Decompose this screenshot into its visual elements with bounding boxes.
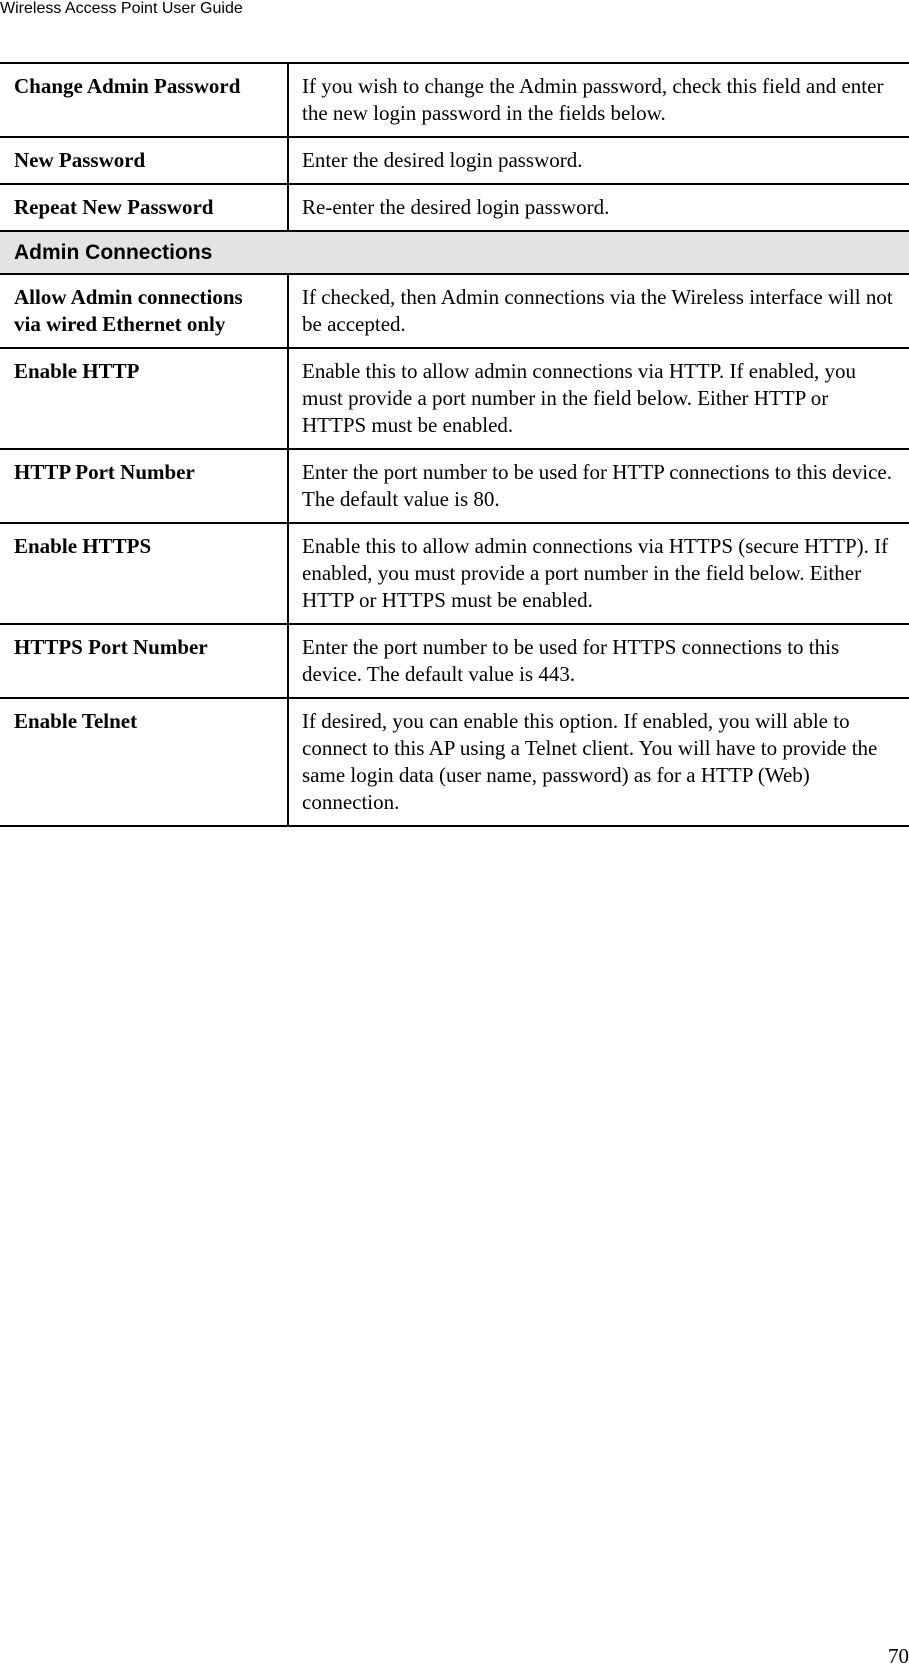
table-row [0, 523, 909, 624]
row-description: Enter the port number to be used for HTTPS connections to this device. The default value is 443. [288, 624, 909, 698]
table-row [0, 184, 909, 231]
row-description: If checked, then Admin connections via the Wireless interface will not be accepted. [288, 274, 909, 348]
row-description: If desired, you can enable this option. If enabled, you will able to connect to this AP using a Telnet client. You will have to provide the same login data (user name, password) as for a HTTP (Web) connection. [288, 698, 909, 826]
row-term: Allow Admin connections via wired Ethernet only [0, 274, 288, 348]
page-number: 70 [888, 1644, 909, 1668]
row-term: HTTP Port Number [0, 449, 288, 523]
row-term: Enable Telnet [0, 698, 288, 826]
row-term: HTTPS Port Number [0, 624, 288, 698]
row-term: Change Admin Password [0, 63, 288, 137]
settings-description-table [0, 62, 909, 827]
table-row [0, 624, 909, 698]
section-heading: Admin Connections [0, 231, 909, 274]
table-row [0, 698, 909, 826]
table-row [0, 63, 909, 137]
table-row [0, 449, 909, 523]
table-row [0, 348, 909, 449]
row-term: Enable HTTPS [0, 523, 288, 624]
row-description: Enable this to allow admin connections via HTTPS (secure HTTP). If enabled, you must provide a port number in the field below. Either HTTP or HTTPS must be enabled. [288, 523, 909, 624]
table-row [0, 137, 909, 184]
row-term: New Password [0, 137, 288, 184]
table-row [0, 274, 909, 348]
row-description: Enable this to allow admin connections via HTTP. If enabled, you must provide a port number in the field below. Either HTTP or HTTPS must be enabled. [288, 348, 909, 449]
row-description: Re-enter the desired login password. [288, 184, 909, 231]
row-description: Enter the desired login password. [288, 137, 909, 184]
row-term: Repeat New Password [0, 184, 288, 231]
section-heading-row [0, 231, 909, 274]
row-term: Enable HTTP [0, 348, 288, 449]
row-description: If you wish to change the Admin password, check this field and enter the new login password in the fields below. [288, 63, 909, 137]
running-header: Wireless Access Point User Guide [0, 0, 243, 17]
row-description: Enter the port number to be used for HTTP connections to this device. The default value is 80. [288, 449, 909, 523]
